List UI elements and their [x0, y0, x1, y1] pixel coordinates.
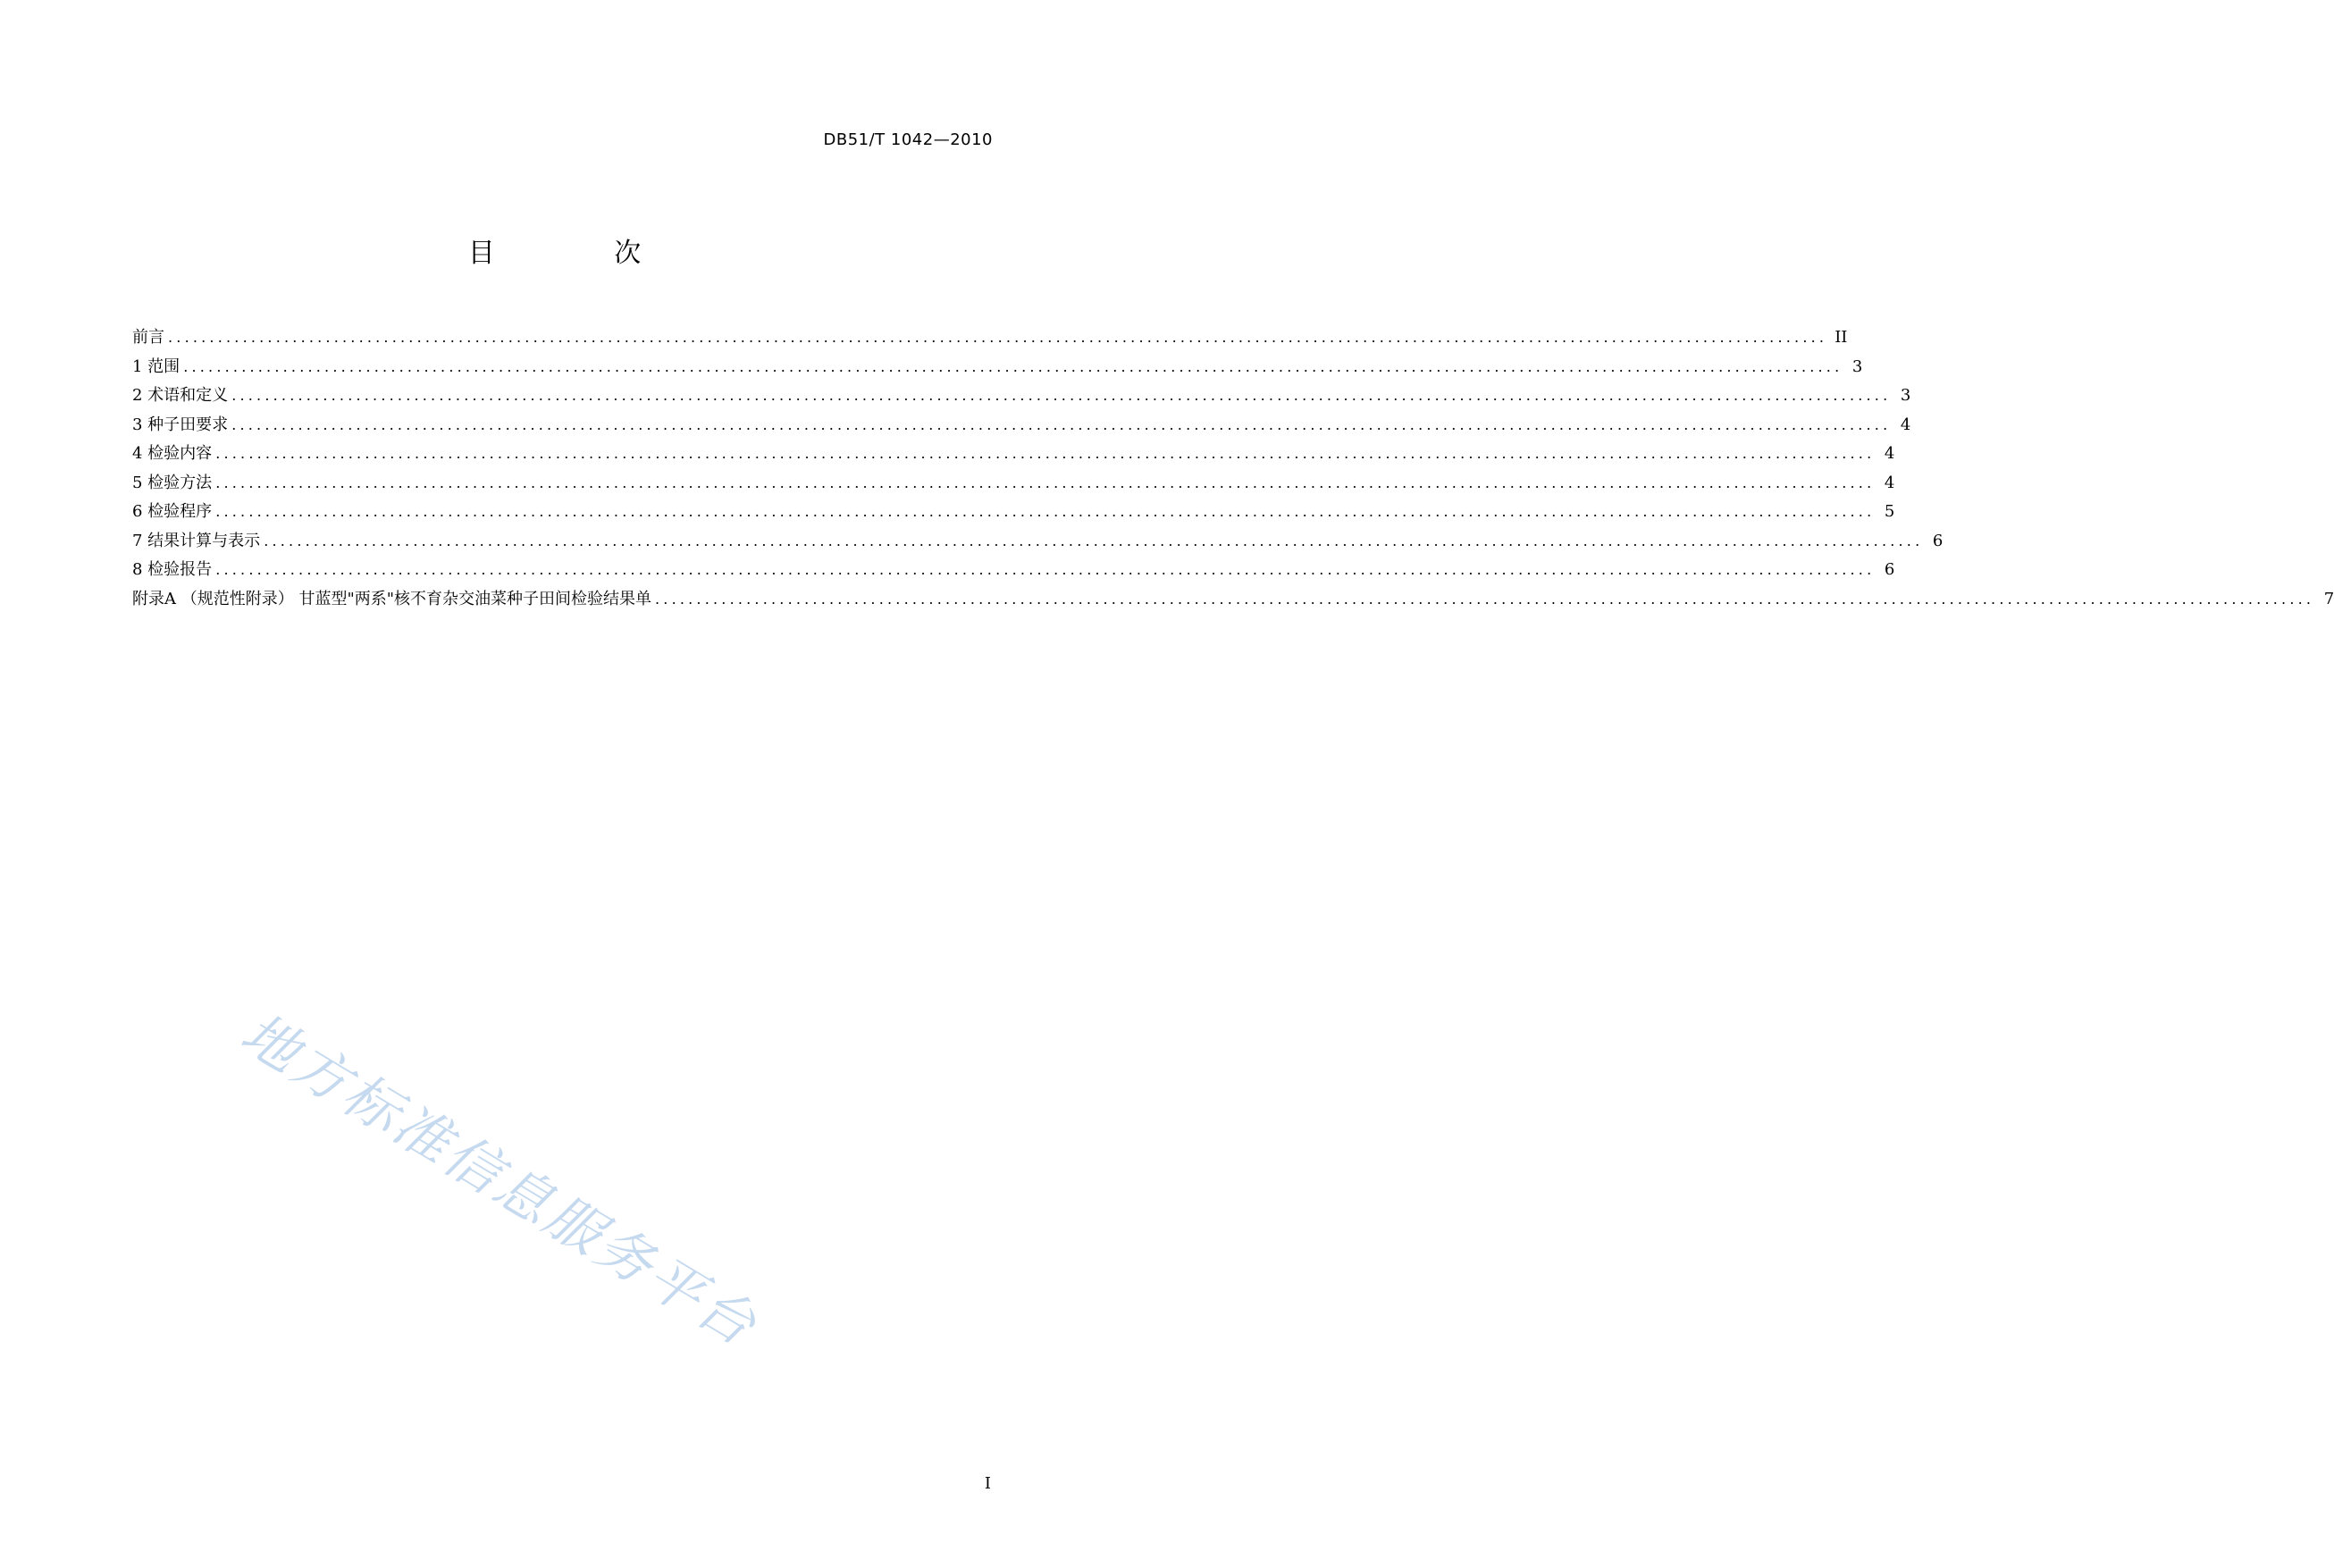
toc-entry[interactable]	[132, 382, 1911, 411]
toc-entry-page: 6	[1884, 560, 1895, 579]
toc-entry-page: 4	[1884, 473, 1895, 492]
toc-entry[interactable]	[132, 556, 1895, 585]
toc-entry-page: 3	[1851, 356, 1863, 376]
watermark: 地方标准信息服务平台	[230, 1000, 770, 1360]
toc-entry-page: II	[1834, 328, 1848, 347]
toc-leader-dots: ........................................................................................................................................................................................................	[264, 532, 1924, 549]
toc-entry[interactable]	[132, 440, 1895, 469]
table-of-contents	[132, 323, 2334, 614]
page-number: I	[984, 1474, 991, 1493]
toc-entry-page: 6	[1932, 531, 1944, 550]
toc-entry-page: 4	[1900, 415, 1911, 434]
toc-entry-label: 3 种子田要求	[132, 415, 229, 434]
toc-entry-label: 附录A （规范性附录） 甘蓝型"两系"核不育杂交油菜种子田间检验结果单	[132, 589, 651, 608]
toc-leader-dots: ........................................................................................................................................................................................................	[215, 561, 1876, 578]
toc-entry[interactable]	[132, 353, 1863, 382]
toc-entry-label: 前言	[132, 328, 164, 347]
toc-leader-dots: ........................................................................................................................................................................................................	[231, 415, 1892, 433]
toc-entry[interactable]	[132, 411, 1911, 440]
toc-title: 目 次	[467, 238, 697, 269]
toc-entry-label: 4 检验内容	[132, 444, 213, 463]
toc-entry-label: 7 结果计算与表示	[132, 531, 261, 550]
toc-leader-dots: ........................................................................................................................................................................................................	[215, 474, 1876, 491]
toc-leader-dots: ........................................................................................................................................................................................................	[231, 387, 1892, 404]
toc-leader-dots: ........................................................................................................................................................................................................	[183, 357, 1843, 375]
toc-entry[interactable]	[132, 498, 1895, 527]
toc-entry[interactable]	[132, 585, 2334, 615]
toc-entry-page: 7	[2323, 589, 2334, 608]
toc-leader-dots: ........................................................................................................................................................................................................	[215, 503, 1876, 520]
toc-entry[interactable]	[132, 469, 1895, 499]
toc-entry-label: 8 检验报告	[132, 560, 213, 579]
toc-entry[interactable]	[132, 527, 1944, 557]
toc-entry-label: 2 术语和定义	[132, 386, 229, 405]
toc-entry[interactable]	[132, 323, 1848, 353]
document-code: DB51/T 1042—2010	[823, 130, 993, 149]
toc-entry-label: 5 检验方法	[132, 473, 213, 492]
toc-leader-dots: ........................................................................................................................................................................................................	[215, 445, 1876, 462]
toc-entry-label: 1 范围	[132, 356, 181, 376]
toc-leader-dots: ........................................................................................................................................................................................................	[168, 329, 1828, 346]
toc-entry-page: 5	[1884, 502, 1895, 521]
toc-entry-page: 3	[1900, 386, 1911, 405]
toc-entry-label: 6 检验程序	[132, 502, 213, 521]
toc-entry-page: 4	[1884, 444, 1895, 463]
toc-leader-dots: ........................................................................................................................................................................................................	[655, 590, 2315, 608]
